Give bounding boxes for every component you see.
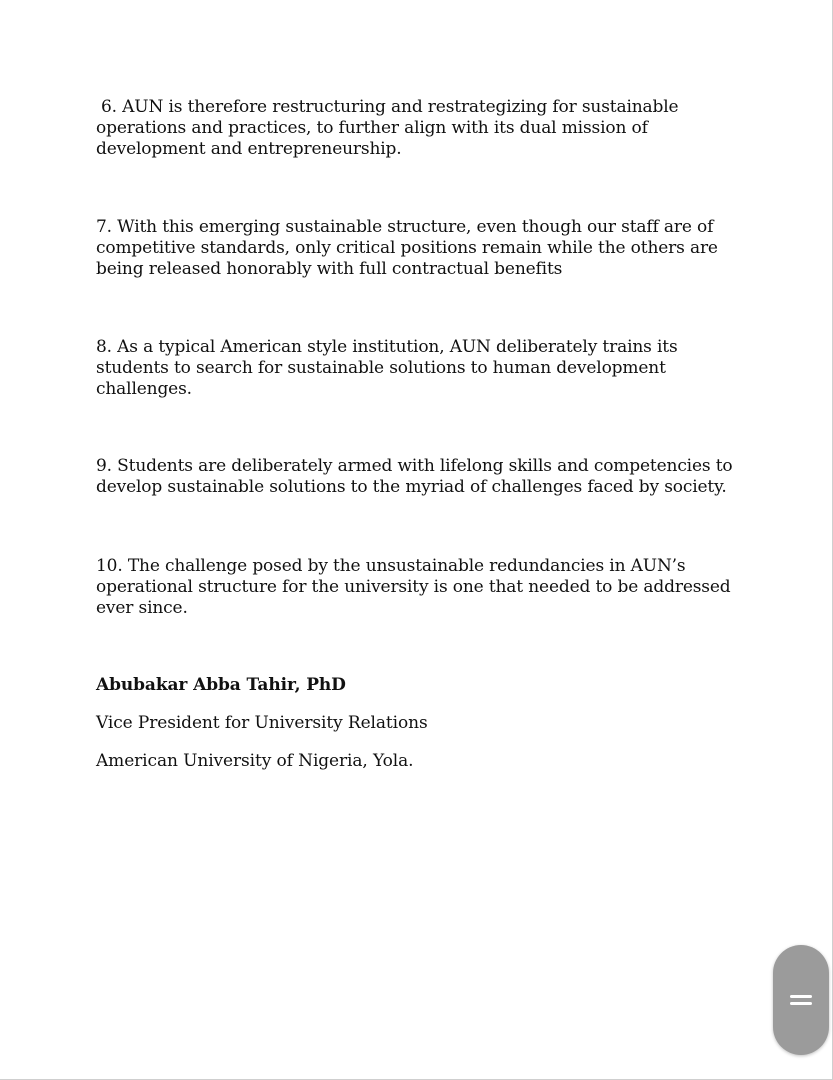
signature-organization: American University of Nigeria, Yola. (96, 751, 414, 771)
paragraph-10: 10. The challenge posed by the unsustainable redundancies in AUN’s operational structure for the university is one that needed to be addressed ever since. (96, 556, 731, 618)
paragraph-9: 9. Students are deliberately armed with lifelong skills and competencies to develop sustainable solutions to the myriad of challenges faced by society. (96, 456, 733, 497)
signature-title: Vice President for University Relations (96, 713, 428, 733)
signature-name: Abubakar Abba Tahir, PhD (96, 675, 346, 695)
paragraph-6: 6. AUN is therefore restructuring and restrategizing for sustainable operations and practices, to further align with its dual mission of development and entrepreneurship. (96, 97, 679, 159)
paragraph-7: 7. With this emerging sustainable structure, even though our staff are of competitive standards, only critical positions remain while the others are being released honorably with full contractual benefits (96, 217, 718, 279)
paragraph-8: 8. As a typical American style institution, AUN deliberately trains its students to search for sustainable solutions to human development challenges. (96, 337, 678, 399)
scroll-handle[interactable] (773, 945, 829, 1055)
grip-lines-icon (790, 989, 812, 1011)
